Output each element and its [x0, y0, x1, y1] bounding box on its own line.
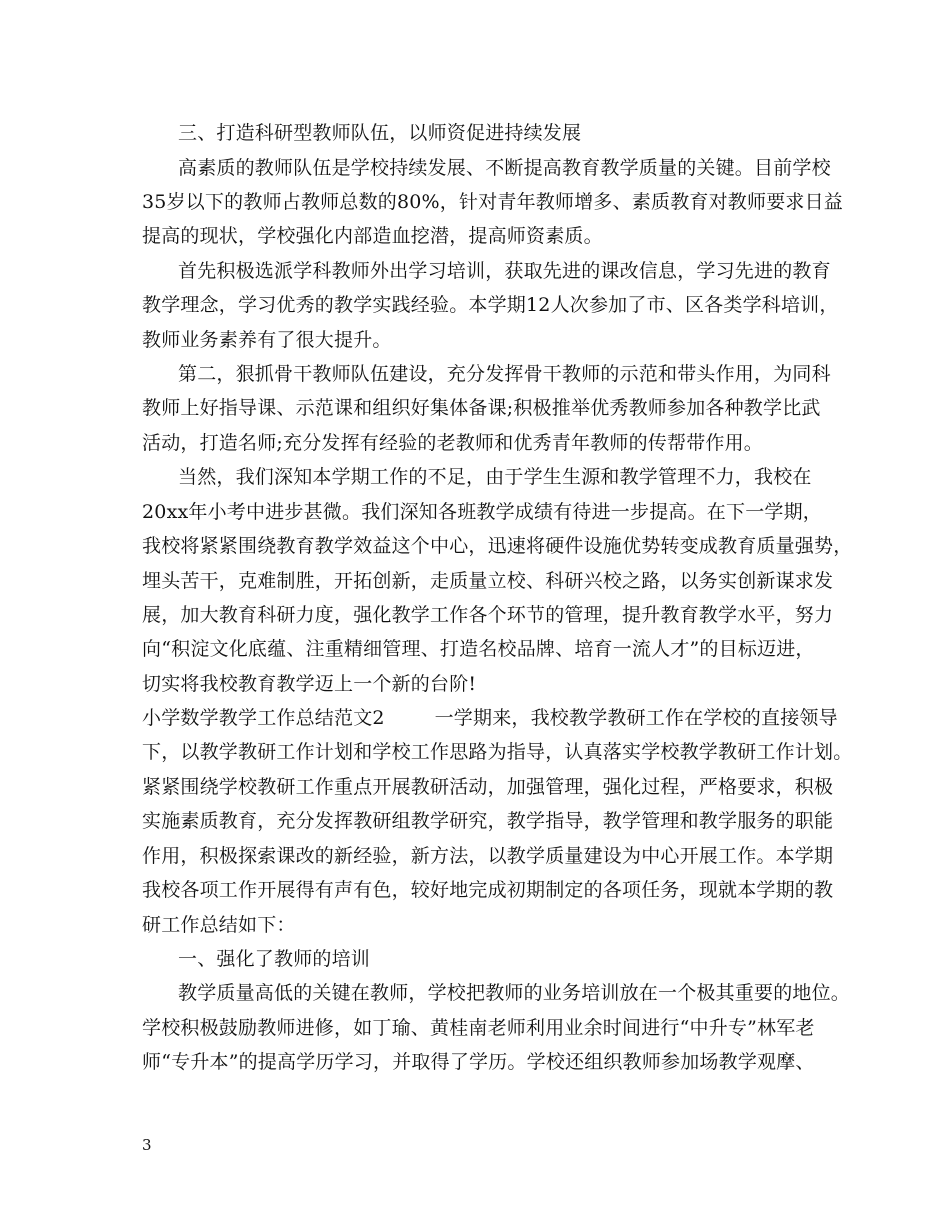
paragraph-line: 活动，打造名师;充分发挥有经验的老教师和优秀青年教师的传帮带作用。 — [142, 432, 764, 454]
paragraph-line: 埋头苦干，克难制胜，开拓创新，走质量立校、科研兴校之路，以务实创新谋求发 — [142, 570, 834, 592]
paragraph-line: 教师业务素养有了很大提升。 — [142, 329, 392, 351]
paragraph-line: 研工作总结如下： — [142, 914, 296, 936]
page-number: 3 — [142, 1136, 152, 1154]
paragraph-line: 师“专升本”的提高学历学习，并取得了学历。学校还组织教师参加场教学观摩、 — [142, 1051, 815, 1073]
paragraph-line: 教学理念，学习优秀的教学实践经验。本学期12人次参加了市、区各类学科培训， — [142, 294, 839, 316]
paragraph-line: 向“积淀文化底蕴、注重精细管理、打造名校品牌、培育一流人才”的目标迈进， — [142, 638, 815, 660]
paragraph-line: 首先积极选派学科教师外出学习培训，获取先进的课改信息，学习先进的教育 — [178, 260, 831, 282]
paragraph-line: 教师上好指导课、示范课和组织好集体备课;积极推举优秀教师参加各种教学比武 — [142, 397, 821, 419]
paragraph-line: 紧紧围绕学校教研工作重点开展教研活动，加强管理，强化过程，严格要求，积极 — [142, 776, 834, 798]
paragraph-line: 20xx年小考中进步甚微。我们深知各班教学成绩有待进一步提高。在下一学期， — [142, 501, 823, 523]
paragraph-line: 切实将我校教育教学迈上一个新的台阶! — [142, 673, 477, 695]
section-heading-1: 一、强化了教师的培训 — [178, 948, 371, 970]
paragraph-line: 作用，积极探索课改的新经验，新方法，以教学质量建设为中心开展工作。本学期 — [142, 845, 834, 867]
article-title-line: 小学数学教学工作总结范文2 一学期来，我校教学教研工作在学校的直接领导 — [142, 707, 838, 729]
paragraph-line: 我校各项工作开展得有声有色，较好地完成初期制定的各项任务，现就本学期的教 — [142, 879, 834, 901]
section-heading-3: 三、打造科研型教师队伍，以师资促进持续发展 — [178, 122, 582, 144]
paragraph-line: 我校将紧紧围绕教育教学效益这个中心，迅速将硬件设施优势转变成教育质量强势， — [142, 535, 853, 557]
paragraph-line: 提高的现状，学校强化内部造血挖潜，提高师资素质。 — [142, 225, 603, 247]
paragraph-line: 当然，我们深知本学期工作的不足，由于学生生源和教学管理不力，我校在 — [178, 466, 812, 488]
paragraph-line: 高素质的教师队伍是学校持续发展、不断提高教育教学质量的关键。目前学校 — [178, 157, 831, 179]
paragraph-line: 学校积极鼓励教师进修，如丁瑜、黄桂南老师利用业余时间进行“中升专”林军老 — [142, 1017, 815, 1039]
paragraph-line: 实施素质教育，充分发挥教研组教学研究，教学指导，教学管理和教学服务的职能 — [142, 810, 834, 832]
paragraph-line: 展，加大教育科研力度，强化教学工作各个环节的管理，提升教育教学水平，努力 — [142, 604, 834, 626]
paragraph-line: 教学质量高低的关键在教师，学校把教师的业务培训放在一个极其重要的地位。 — [178, 982, 851, 1004]
paragraph-line: 下，以教学教研工作计划和学校工作思路为指导，认真落实学校教学教研工作计划。 — [142, 741, 853, 763]
paragraph-line: 第二，狠抓骨干教师队伍建设，充分发挥骨干教师的示范和带头作用，为同科 — [178, 363, 831, 385]
paragraph-line: 35岁以下的教师占教师总数的80%，针对青年教师增多、素质教育对教师要求日益 — [142, 191, 844, 213]
